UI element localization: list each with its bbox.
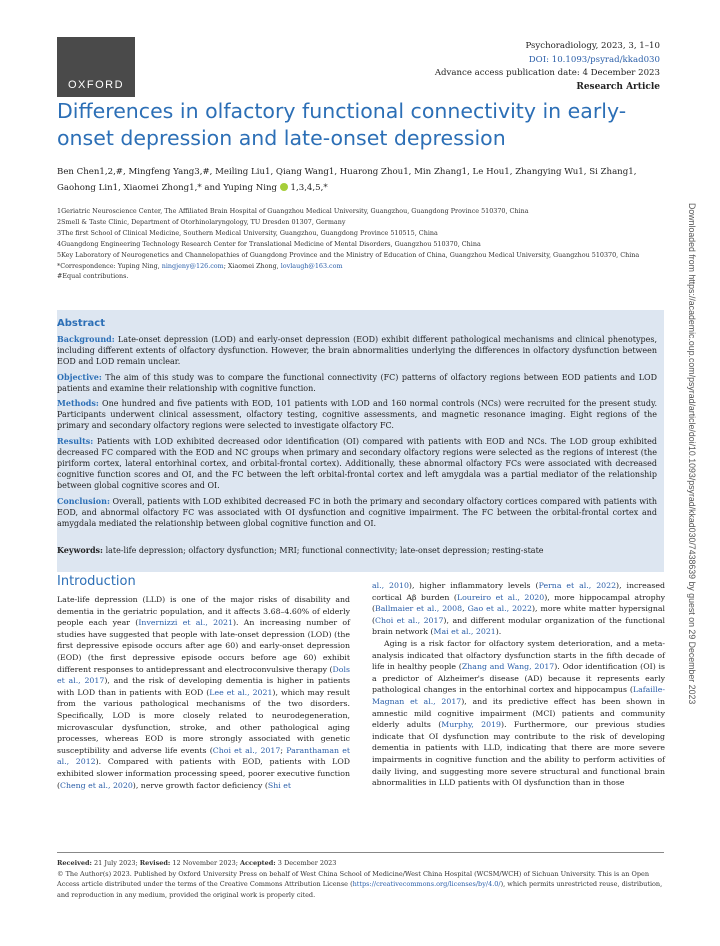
citation-link[interactable]: Lee et al., 2021	[209, 687, 273, 697]
intro-text: ), and the risk of developing dementia is higher in patients with LOD than in patients with EOD (	[57, 676, 350, 697]
accepted-date: 3 December 2023	[275, 859, 337, 867]
abstract-label: Methods:	[57, 398, 99, 409]
intro-text: ). An increasing number of studies have suggested that people with late-onset depression (LOD) (the first depressive episode occurs after age 60) and early-onset depression (EOD) (the first depressive episode occurs before age 60) exhibit different responses to antidepressant and electroconvulsive therapy (	[57, 618, 351, 674]
affiliation: 3The first School of Clinical Medicine, Southern Medical University, Guangzhou, Guangdong Province 510515, China	[57, 228, 438, 237]
abstract-label: Results:	[57, 435, 94, 446]
abstract-heading: Abstract	[57, 318, 106, 329]
intro-text: Late-life depression (LLD) is one of the major risks of disability and dementia in the geriatric population, and it affects 3.68–4.60% of elderly people each year (	[57, 595, 350, 628]
citation-link[interactable]: Shi et	[267, 780, 291, 790]
intro-text: ).	[495, 627, 502, 637]
footer-divider	[57, 852, 664, 853]
citation-link[interactable]: Lafaille-Magnan et al., 2017	[372, 685, 665, 706]
introduction-heading: Introduction	[57, 574, 136, 589]
abstract-methods	[57, 398, 657, 432]
intro-paragraph	[372, 580, 665, 638]
dates-line	[57, 858, 664, 869]
affiliation: 4Guangdong Engineering Technology Research Center for Translational Medicine of Mental Disorders, Guangzhou 510370, China	[57, 239, 481, 248]
intro-text: ), which may result from the various pathological mechanisms of the two disorders. Specifically, LOD is more closely related to neurodegeneration, microvascular dysfunction, stroke, and other pathological aging processes, whereas EOD is more strongly associated with genetic susceptibility and adverse life events (	[57, 687, 350, 755]
citation-link[interactable]: Murphy, 2019	[441, 720, 502, 730]
copyright-text: © The Author(s) 2023. Published by Oxford University Press on behalf of West China School of Medicine/West China Hospital (WCSM/WCH) of Sichuan University. This is an Open Access article distributed under the terms of the Creative Commons Attribution License (	[57, 869, 650, 888]
email-link[interactable]: ningjeny@126.com	[161, 261, 224, 270]
abstract-label: Objective:	[57, 371, 102, 382]
equal-contribution-note: #Equal contributions.	[57, 272, 129, 281]
download-watermark: Downloaded from https://academic.oup.com/psyrad/article/doi/10.1093/psyrad/kkad030/7438639 by guest on 29 December 2023	[687, 203, 697, 705]
email-link[interactable]: lovlaugh@163.com	[280, 261, 343, 270]
abstract-background	[57, 334, 657, 368]
abstract-body	[57, 334, 657, 533]
keywords-label: Keywords:	[57, 545, 104, 555]
author-line-1: Ben Chen1,2,#, Mingfeng Yang3,#, Meiling Liu1, Qiang Wang1, Huarong Zhou1, Min Zhang1, Le Hou1, Zhangying Wu1, Si Zhang1,	[57, 167, 637, 177]
intro-text: ), nerve growth factor deficiency (	[132, 780, 268, 790]
intro-text: ), and its predictive effect has been shown in amnestic mild cognitive impairment (MCI) patients and community elderly adults (	[372, 696, 665, 730]
orcid-icon[interactable]	[280, 183, 288, 191]
intro-left-column	[57, 594, 350, 791]
author-list	[57, 164, 657, 196]
author-line-2-text: Gaohong Lin1, Xiaomei Zhong1,* and Yuping Ning	[57, 183, 278, 193]
journal-info	[435, 40, 660, 94]
intro-right-column	[372, 580, 665, 789]
citation-link[interactable]: Ballmaier et al., 2008	[375, 604, 463, 614]
intro-paragraph	[57, 594, 350, 791]
abstract-conclusion	[57, 496, 657, 530]
intro-text: ). Furthermore, our previous studies indicate that OI dysfunction may contribute to the risk of developing dementia in patients with LLD, indicating that there are more severe impairments in cognitive function and the ability to perform activities of daily living, and suggesting more severe structural and functional brain abnormalities in LLD patients with OI dysfunction than in those	[372, 720, 665, 788]
correspondence-prefix: *Correspondence: Yuping Ning,	[57, 261, 162, 270]
intro-text: ;	[280, 745, 287, 755]
citation-link[interactable]: Choi et al., 2017	[375, 615, 444, 625]
citation-link[interactable]: Loureiro et al., 2020	[456, 592, 545, 602]
license-link[interactable]: https://creativecommons.org/licenses/by/4.0/	[352, 880, 501, 888]
keywords	[57, 545, 657, 555]
author-line-2	[57, 180, 657, 196]
intro-text: ), more hippocampal atrophy (	[372, 592, 665, 614]
citation-link[interactable]: Zhang and Wang, 2017	[461, 662, 555, 672]
intro-paragraph	[372, 638, 665, 789]
advance-access-date: Advance access publication date: 4 December 2023	[434, 68, 660, 78]
intro-text: ), higher inflammatory levels (	[408, 581, 539, 590]
citation-link[interactable]: Paranthaman et al., 2012	[57, 745, 350, 767]
article-title: Differences in olfactory functional connectivity in early-onset depression and late-onset depression	[57, 99, 627, 150]
abstract-text: Overall, patients with LOD exhibited decreased FC in both the primary and secondary olfactory cortices compared with patients with EOD, and abnormal olfactory FC was associated with OI dysfunction and cognitive impairment. The FC between the orbital-frontal cortex and amygdala mediated the relationship between global cognitive function and OI.	[57, 496, 657, 529]
journal-citation: Psychoradiology, 2023, 3, 1–10	[525, 41, 660, 51]
correspondence-mid: ; Xiaomei Zhong,	[223, 261, 281, 270]
citation-link[interactable]: al., 2010	[372, 581, 409, 590]
intro-text: ), and different modular organization of the functional brain network (	[372, 615, 666, 637]
citation-link[interactable]: Dols et al., 2017	[57, 664, 350, 686]
intro-text: ). Odor identification (OI) is a predictor of Alzheimer's disease (AD) because it represents early pathological changes in the entorhinal cortex and hippocampus (	[372, 662, 665, 695]
abstract-text: Late-onset depression (LOD) and early-onset depression (EOD) exhibit different pathological mechanisms and clinical phenotypes, including different extents of olfactory dysfunction. However, the brain abnormalities underlying the differences in olfactory dysfunction between EOD and LOD remain unclear.	[57, 335, 657, 367]
abstract-label: Conclusion:	[57, 495, 110, 506]
abstract-results	[57, 436, 657, 492]
citation-link[interactable]: Invernizzi et al., 2021	[138, 618, 233, 628]
article-type: Research Article	[576, 81, 660, 92]
intro-text: ), increased cortical Aβ burden (	[372, 581, 666, 602]
abstract-label: Background:	[57, 334, 115, 344]
citation-link[interactable]: Gao et al., 2022	[467, 604, 532, 614]
oxford-logo	[57, 37, 135, 97]
received-label: Received:	[57, 859, 92, 867]
copyright-end: ), which permits unrestricted reuse, distribution, and reproduction in any medium, provided the original work is properly cited.	[57, 880, 663, 899]
abstract-text: Patients with LOD exhibited decreased odor identification (OI) compared with patients with EOD and NCs. The LOD group exhibited decreased FC compared with the EOD and NC groups when primary and secondary olfactory regions were selected as the regions of interest (the piriform cortex, lateral entorhinal cortex, and orbital-frontal cortex). Additionally, these abnormal olfactory FCs were associated with decreased cognitive function scores and OI, and the FC between the left orbital-frontal cortex and left amygdala was a partial mediator of the relationship between global cognitive scores and OI.	[57, 436, 658, 491]
intro-text: ,	[462, 604, 468, 614]
affiliation: 2Smell & Taste Clinic, Department of Otorhinolaryngology, TU Dresden 01307, Germany	[57, 217, 346, 226]
revised-date: 12 November 2023;	[170, 859, 240, 867]
intro-text: Aging is a risk factor for olfactory system deterioration, and a meta-analysis indicated that olfactory dysfunction starts in the fifth decade of life in healthy people (	[372, 638, 665, 672]
author-line-2-affil: 1,3,4,5,*	[290, 183, 328, 193]
abstract-text: The aim of this study was to compare the functional connectivity (FC) patterns of olfactory regions between EOD patients and LOD patients and examine their relationship with cognitive function.	[57, 372, 657, 393]
citation-link[interactable]: Perna et al., 2022	[538, 581, 617, 590]
citation-link[interactable]: Choi et al., 2017	[212, 745, 281, 755]
received-date: 21 July 2023;	[91, 859, 140, 867]
copyright-notice	[57, 869, 664, 901]
publisher-name: OXFORD	[67, 79, 125, 91]
citation-link[interactable]: Mai et al., 2021	[433, 627, 496, 637]
affiliations	[57, 206, 657, 282]
correspondence	[57, 261, 657, 272]
accepted-label: Accepted:	[239, 859, 276, 867]
doi-link[interactable]: DOI: 10.1093/psyrad/kkad030	[528, 54, 660, 65]
abstract-text: One hundred and five patients with EOD, 101 patients with LOD and 160 normal controls (NCs) were recruited for the present study. Participants underwent clinical assessment, olfactory testing, cognitive assessments, and magnetic resonance imaging. Eight regions of the primary and secondary olfactory regions were selected to investigate olfactory FC.	[57, 399, 658, 431]
intro-text: ). Compared with patients with EOD, patients with LOD exhibited slower information processing speed, poorer executive function (	[57, 757, 350, 790]
affiliation: 5Key Laboratory of Neurogenetics and Channelopathies of Guangdong Province and the Ministry of Education of China, Guangzhou Medical University, Guangzhou 510370, China	[57, 250, 640, 259]
affiliation: 1Geriatric Neuroscience Center, The Affiliated Brain Hospital of Guangzhou Medical University, Guangzhou, Guangdong Province 510370, China	[57, 207, 529, 215]
abstract-objective	[57, 372, 657, 394]
citation-link[interactable]: Cheng et al., 2020	[60, 780, 133, 790]
revised-label: Revised:	[139, 859, 171, 867]
keywords-text: late-life depression; olfactory dysfunction; MRI; functional connectivity; late-onset depression; resting-state	[105, 546, 544, 555]
intro-text: ), more white matter hypersignal (	[372, 604, 665, 625]
footer-notes	[57, 858, 664, 900]
